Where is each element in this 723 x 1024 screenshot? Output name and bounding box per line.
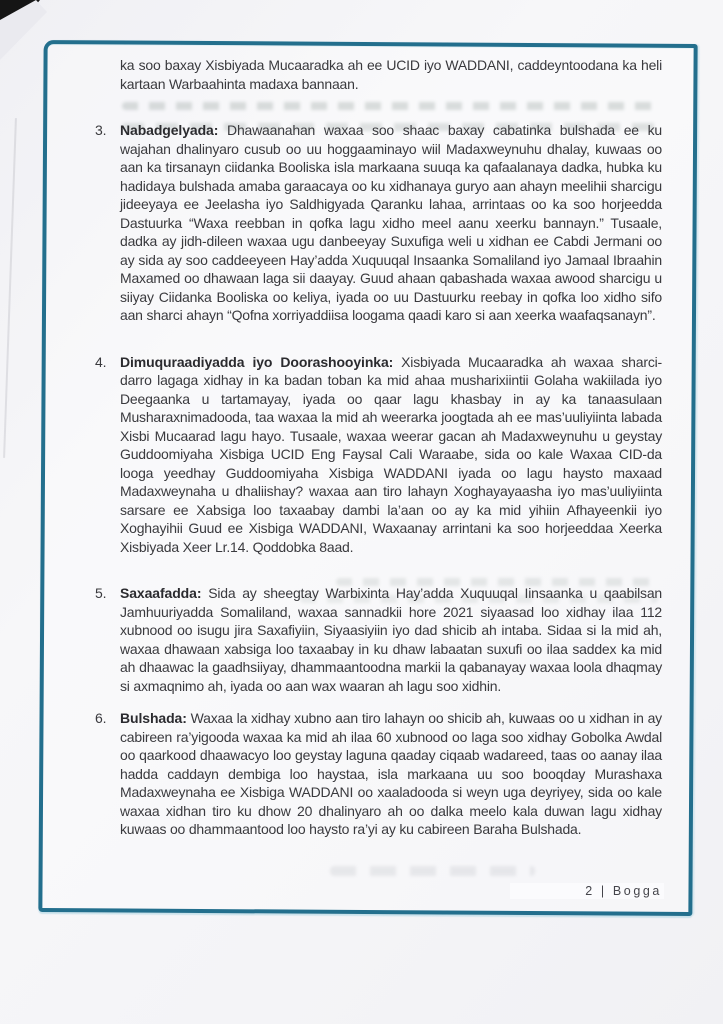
document-body <box>95 56 662 839</box>
section-body: Waxaa la xidhay xubno aan tiro lahayn oo shicib ah, kuwaas oo u xidhan in ay cabireen ra’yigooda waxaa ka mid ah ilaa 60 xubnood oo laga soo xidhay Gobolka Awdal oo qaarkood dhaawacyo loo geystay laguna qaaday ciqaab wadareed, taas oo aanay ilaa hadda caddayn dembiga loo haystaa, isla markaana uu soo booqday Murashaxa Madaxweynaha ee Xisbiga WADDANI oo xaaladooda si weyn uga deyriyey, sida oo kale waxaa xidhan tiro ku dhow 20 dhalinyaro ah oo dalka meelo kala duwan lagu xidhay kuwaas oo dhammaantood loo haysto ra’yi ay ku cabireen Baraha Bulshada. <box>120 710 662 837</box>
section-number: 4. <box>95 353 107 370</box>
section-dimuquraadiyadda <box>95 353 662 557</box>
section-text <box>120 121 662 325</box>
section-heading: Saxaafadda: <box>120 585 202 601</box>
section-number: 6. <box>95 710 107 726</box>
section-body: Sida ay sheegtay Warbixinta Hay’adda Xuquuqal Iinsaanka u qaabilsan Jamhuuriyadda Somaliland, waxaa sannadkii hore 2021 siyaasad loo xidhay ilaa 112 xubnood oo isugu jira Saxafiyiin, Siyaasiyiin iyo dad shicib ah intaba. Sidaa si la mid ah, waxaa dhawaan xabsiga loo taxaabay in ku dhaw labaatan suxufi oo ilaa saddex ka mid ah dhaawac la gaadhsiiyay, dhammaantoodna markii la qabanayay waxaa loola dhaqmay si axmaqnimo ah, iyada oo aan wax waaran ah lagu soo xidhin. <box>120 585 662 694</box>
section-number: 5. <box>95 585 107 601</box>
section-bulshada <box>95 709 662 839</box>
bleedthrough-mark <box>330 866 535 876</box>
page-edge-line <box>3 118 17 458</box>
section-saxaafadda <box>95 584 662 695</box>
section-heading: Bulshada: <box>120 710 187 726</box>
section-text <box>120 584 662 695</box>
section-heading: Nabadgelyada: <box>120 122 219 138</box>
section-number: 3. <box>95 122 107 138</box>
section-text <box>120 709 662 839</box>
section-nabadgelyada <box>95 121 662 325</box>
section-body: Dhawaanahan waxaa soo shaac baxay cabatinka bulshada ee ku wajahan dhalinyaro cusub oo uu hoggaaminayo wiil Madaxweynuhu dhalay, kuwaas oo aan ka tirsanayn ciidanka Booliska isla markaana suuqa ka qafaalanaya dadka, hubka ku hadidaya bulshada amaba garaacaya oo ku xidhanaya guryo aan ahayn meelihii sharcigu jideeyaya ee Jeelasha iyo Saldhigyada Qaranku lahaa, arrintaas oo ka soo horjeedda Dastuurka “Waxa reebban in qofka lagu xidho meel aanu xeerku bannayn.” Tusaale, dadka ay jidh-dileen waxaa ugu danbeeyay Suxufiga weli u xidhan ee Cabdi Jermani oo ay sida ay soo caddeeyeen Hay’adda Xuquuqal Insaanka Somaliland iyo Jamaal Ibraahin Maxamed oo dhawaan laga sii daayay. Guud ahaan qabashada waxaa awood sharcigu u siiyay Ciidanka Booliska oo keliya, iyada oo uu Dastuurku reebay in qofka loo xidho sifo aan sharci ahayn “Qofna xorriyaddiisa loogama qaadi karo si aan xeerka waafaqsanayn”. <box>120 122 662 323</box>
intro-paragraph: ka soo baxay Xisbiyada Mucaaradka ah ee UCID iyo WADDANI, caddeyntoodana ka heli kartaan Warbaahinta madaxa bannaan. <box>120 57 662 92</box>
section-heading: Dimuquraadiyadda iyo Doorashooyinka: <box>120 353 394 370</box>
section-body: Xisbiyada Mucaaradka ah waxaa sharci-darro lagaga xidhay in ka badan toban ka mid ahaa musharixiintii Golaha wakiilada iyo Deegaanka u tartamayay, iyada oo qaar lagu khasbay in ay ka tanaasulaan Musharaxnimadooda, taa waxaa la mid ah weerarka joogtada ah ee mas’uuliyiinta labada Xisbi Mucaarad lagu hayo. Tusaale, waxaa weerar gacan ah Madaxweynuhu u geystay Guddoomiyaha Xisbiga UCID Eng Faysal Cali Waraabe, sida oo kale Waxaa CID-da looga yeedhay Guddoomiyaha Xisbiga WADDANI iyada oo lagu haysto maxaad Madaxweynaha u dhaliishay? waxaa aan tiro lahayn Xoghayayaasha iyo mas’uuliyiinta sarsare ee Xabsiga loo taxaabay dambi la’aan oo ay ka mid yihiin Afhayeenkii iyo Xoghayihii Guud ee Xisbiga WADDANI, Waxaanay arrintani ka soo horjeeddaa Xeerka Xisbiyada Xeer Lr.14. Qoddobka 8aad. <box>120 353 662 555</box>
section-text <box>120 353 662 557</box>
page-number-footer: 2 | Bogga <box>510 883 664 899</box>
